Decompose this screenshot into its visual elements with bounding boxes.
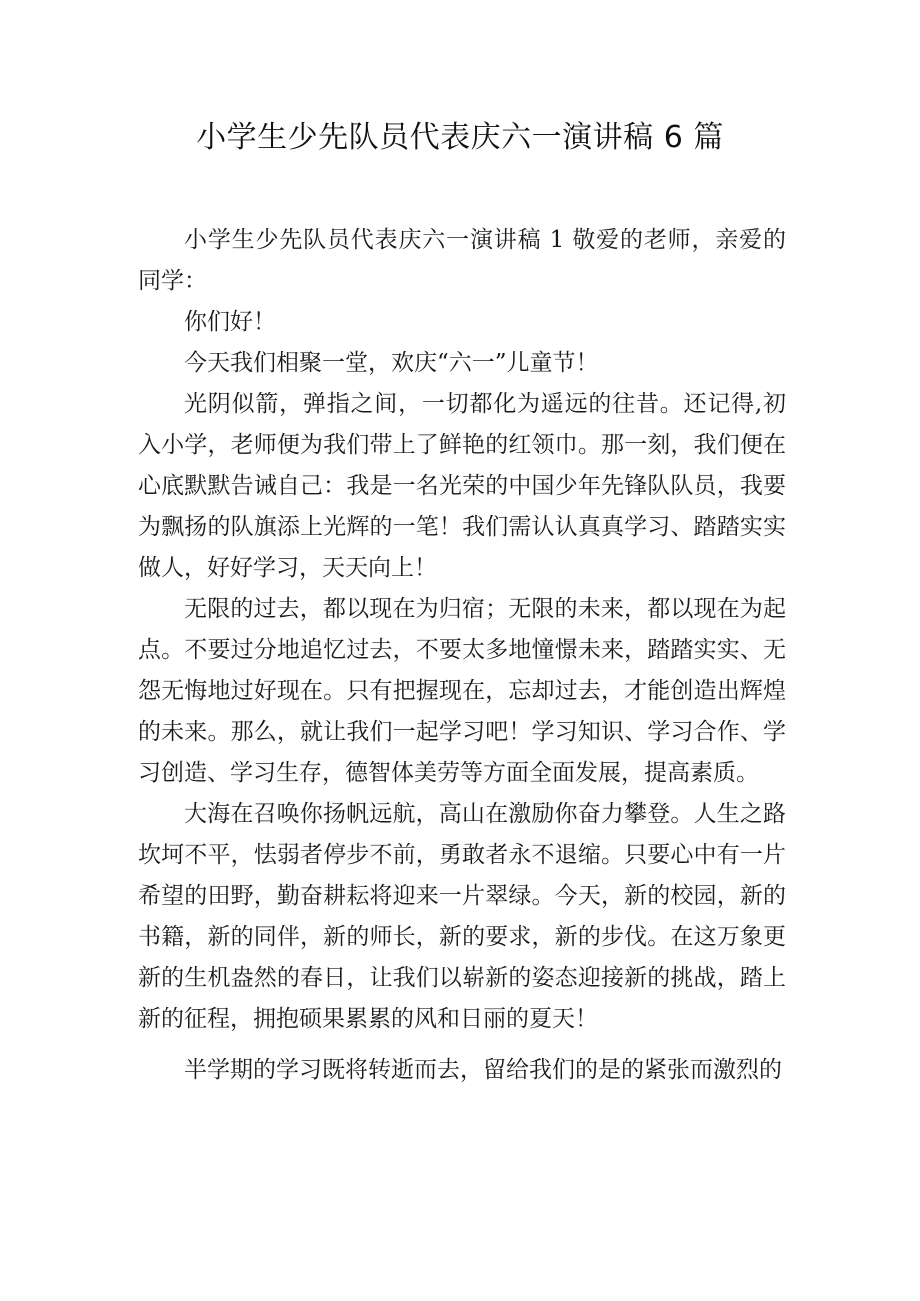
document-title: 小学生少先队员代表庆六一演讲稿 6 篇 bbox=[196, 120, 724, 155]
document-body bbox=[138, 220, 786, 1091]
paragraph-time-flies: 光阴似箭，弹指之间，一切都化为遥远的往昔。还记得,初入小学，老师便为我们带上了鲜艳的红领巾。那一刻，我们便在心底默默告诫自己：我是一名光荣的中国少年先锋队队员，我要为飘扬的队旗添上光辉的一笔！我们需认认真真学习、踏踏实实做人，好好学习，天天向上！ bbox=[138, 391, 786, 581]
paragraph-present: 无限的过去，都以现在为归宿；无限的未来，都以现在为起点。不要过分地追忆过去，不要太多地憧憬未来，踏踏实实、无怨无悔地过好现在。只有把握现在，忘却过去，才能创造出辉煌的未来。那么，就让我们一起学习吧！学习知识、学习合作、学习创造、学习生存，德智体美劳等方面全面发展，提高素质。 bbox=[138, 596, 786, 786]
paragraph-sea-mountain: 大海在召唤你扬帆远航，高山在激励你奋力攀登。人生之路坎坷不平，怯弱者停步不前，勇敢者永不退缩。只要心中有一片希望的田野，勤奋耕耘将迎来一片翠绿。今天，新的校园，新的书籍，新的同伴，新的师长，新的要求，新的步伐。在这万象更新的生机盎然的春日，让我们以崭新的姿态迎接新的挑战，踏上新的征程，拥抱硕果累累的风和日丽的夏天！ bbox=[138, 801, 786, 1032]
paragraph-half-term: 半学期的学习既将转逝而去，留给我们的是的紧张而激烈的 bbox=[184, 1057, 782, 1083]
paragraph-hello: 你们好！ bbox=[184, 309, 276, 335]
paragraph-gathering: 今天我们相聚一堂，欢庆“六一”儿童节！ bbox=[184, 350, 599, 376]
paragraph-greeting: 小学生少先队员代表庆六一演讲稿 1 敬爱的老师，亲爱的同学： bbox=[138, 227, 786, 294]
